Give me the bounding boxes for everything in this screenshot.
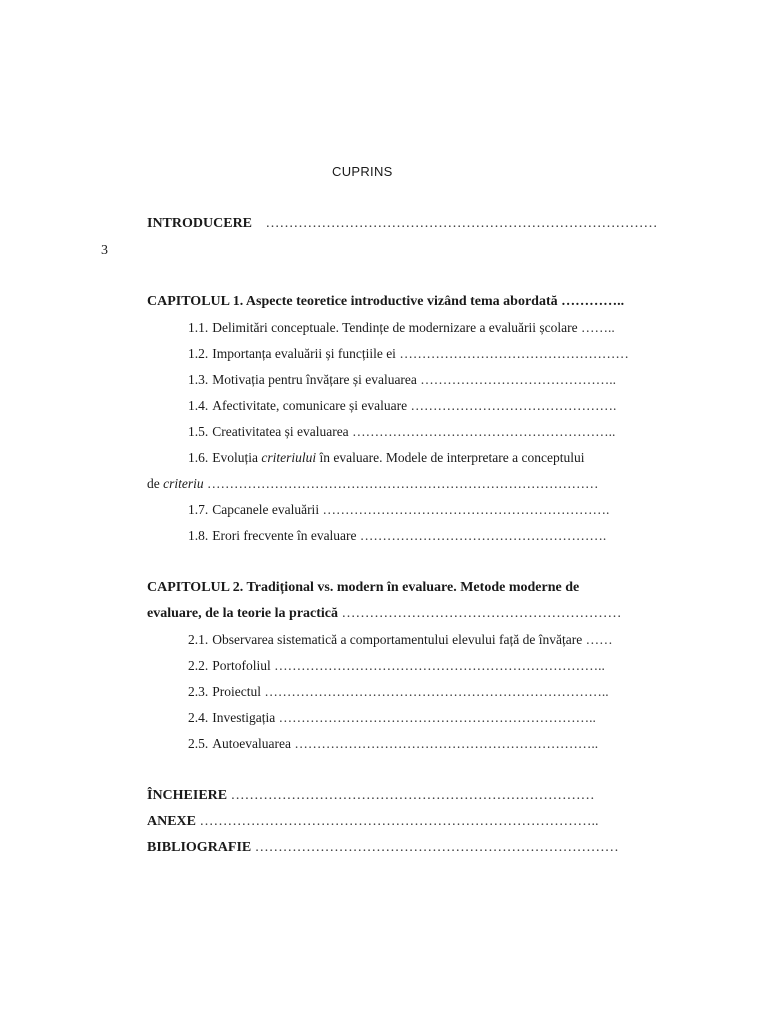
toc-entry-bibliografie: BIBLIOGRAFIE ……………………………………………………………………: [147, 840, 619, 855]
toc-item-1-6: 1.6. Evoluția criteriului în evaluare. Modele de interpretare a conceptului: [188, 450, 585, 465]
entry-label: INTRODUCERE: [147, 216, 253, 231]
toc-entry-incheiere: ÎNCHEIERE ……………………………………………………………………: [147, 788, 595, 803]
chapter-1-heading: CAPITOLUL 1. Aspecte teoretice introductive vizând tema abordată …………..: [147, 294, 625, 309]
leader-dots: …………………………………………………………………………: [265, 216, 658, 231]
toc-item-1-5: 1.5. Creativitatea și evaluarea …………………………………………………..: [188, 424, 616, 439]
toc-entry-introducere: [147, 214, 658, 234]
toc-item-2-3: 2.3. Proiectul …………………………………………………………………..: [188, 684, 609, 699]
toc-item-2-2: 2.2. Portofoliul ………………………………………………………………..: [188, 658, 605, 673]
toc-item-1-8: 1.8. Erori frecvente în evaluare ……………………………………………….: [188, 528, 607, 543]
toc-item-2-4: 2.4. Investigația ……………………………………………………………..: [188, 710, 596, 725]
chapter-2-heading-cont: evaluare, de la teorie la practică ……………………………………………………: [147, 606, 622, 621]
page-number: 3: [101, 243, 108, 258]
chapter-2-heading: CAPITOLUL 2. Tradițional vs. modern în evaluare. Metode moderne de: [147, 580, 580, 595]
toc-item-1-6-continuation: de criteriu ……………………………………………………………………………: [147, 476, 599, 491]
toc-entry-anexe: ANEXE …………………………………………………………………………..: [147, 814, 599, 829]
toc-item-2-5: 2.5. Autoevaluarea …………………………………………………………..: [188, 736, 599, 751]
toc-item-1-1: 1.1. Delimitări conceptuale. Tendințe de modernizare a evaluării școlare ……..: [188, 320, 615, 335]
toc-item-1-3: 1.3. Motivația pentru învățare și evaluarea ……………………………………..: [188, 372, 617, 387]
toc-item-2-1: 2.1. Observarea sistematică a comportamentului elevului față de învățare ……: [188, 632, 613, 647]
toc-item-1-7: 1.7. Capcanele evaluării ……………………………………………………….: [188, 502, 610, 517]
toc-item-1-4: 1.4. Afectivitate, comunicare și evaluare ……………………………………….: [188, 398, 617, 413]
toc-item-1-2: 1.2. Importanța evaluării și funcțiile ei ……………………………………………: [188, 346, 629, 361]
page-title: CUPRINS: [332, 164, 393, 179]
